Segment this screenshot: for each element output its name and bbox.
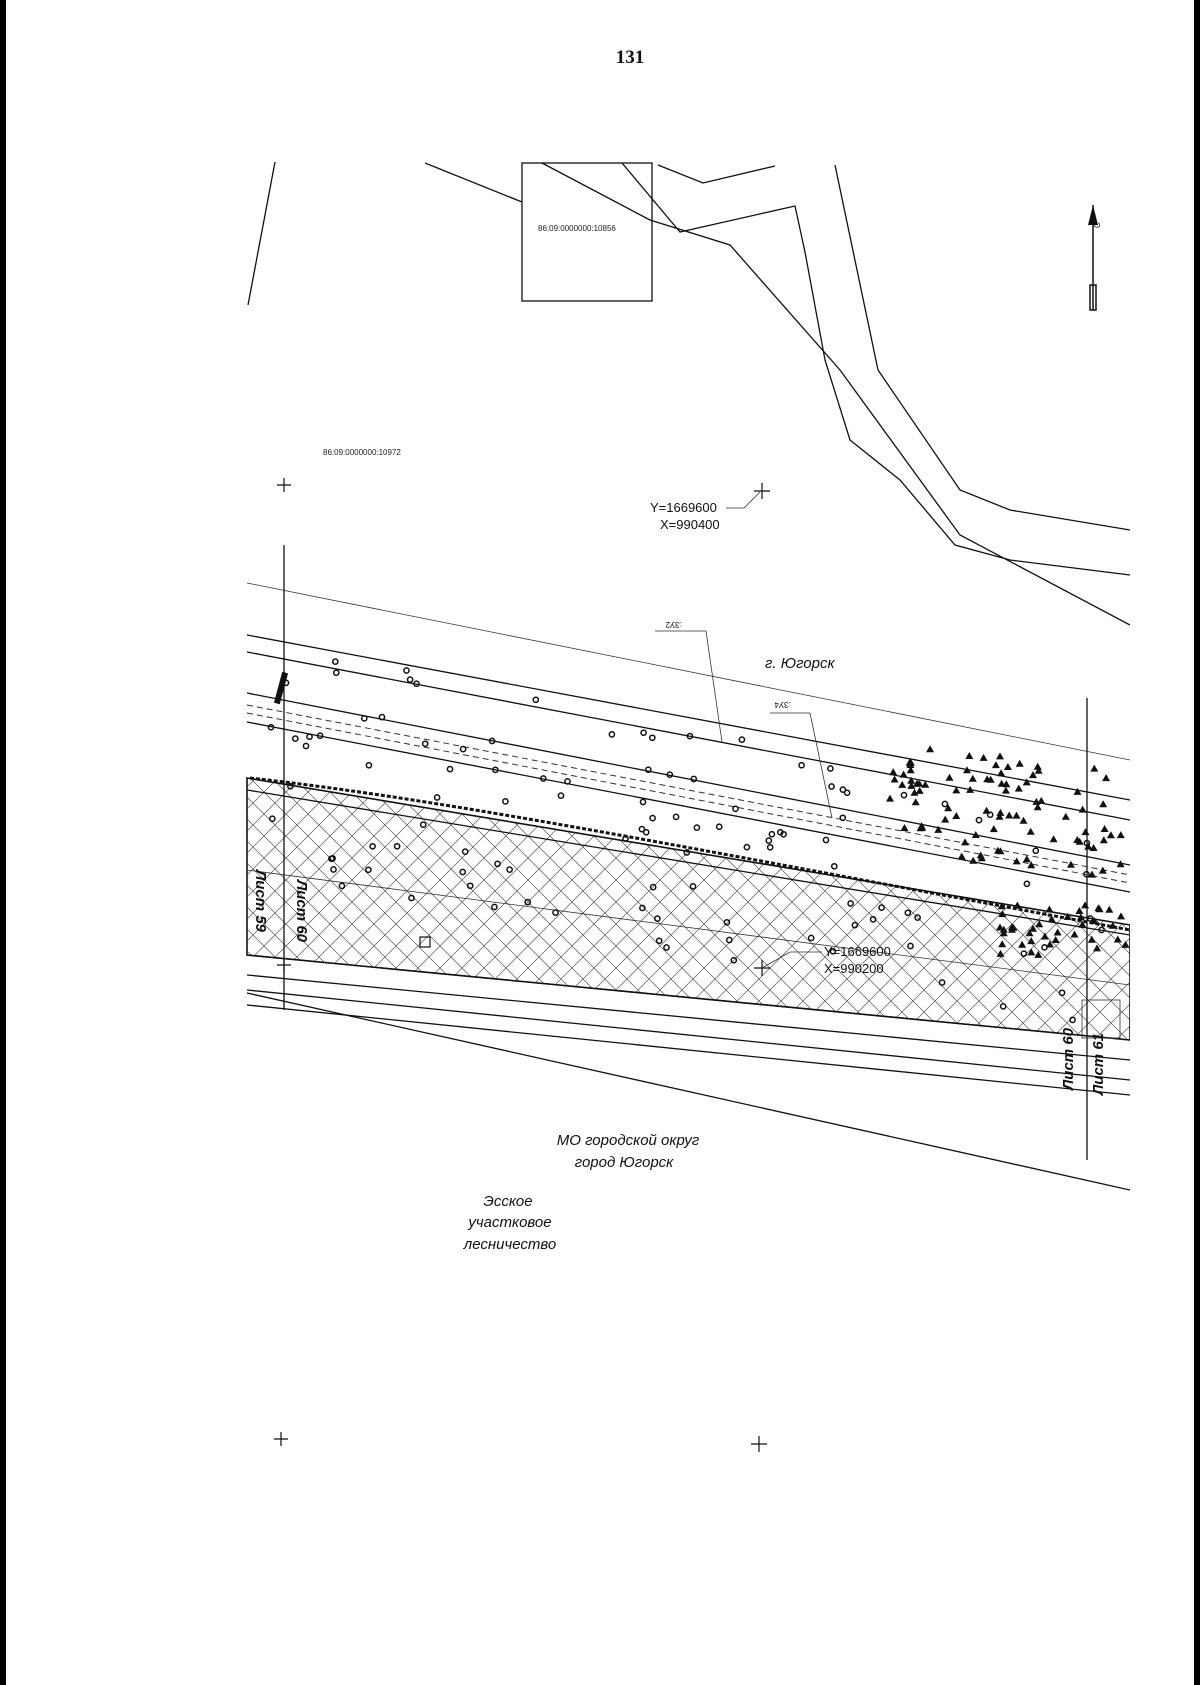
survey-point [840,815,845,820]
vegetation-mark [891,776,899,783]
survey-point [1024,881,1029,886]
vegetation-mark [1099,800,1107,807]
zone-label: :ЗУ4 [774,700,791,709]
survey-point [733,806,738,811]
sheet-label: Лист 60 [1060,1028,1077,1090]
survey-point [558,793,563,798]
vegetation-mark [886,795,894,802]
survey-point [828,766,833,771]
survey-point [303,743,308,748]
survey-point [739,737,744,742]
vegetation-mark [1020,817,1028,824]
survey-point [744,845,749,850]
vegetation-mark [1050,835,1058,842]
survey-point [694,825,699,830]
survey-point [768,845,773,850]
vegetation-mark [926,745,934,752]
vegetation-mark [980,754,988,761]
vegetation-mark [996,809,1004,816]
vegetation-mark [990,825,998,832]
vegetation-mark [961,838,969,845]
municipality-label: МО городской округ [556,1132,700,1149]
survey-point [404,668,409,673]
vegetation-mark [992,761,1000,768]
survey-point [641,730,646,735]
vegetation-mark [1082,828,1090,835]
vegetation-mark [1102,774,1110,781]
corridor-line [247,652,1130,820]
vegetation-mark [1081,901,1089,908]
forestry-label: Эсское [483,1193,533,1210]
survey-point [650,816,655,821]
survey-point [650,735,655,740]
page-number: 131 [615,47,645,68]
sheet-label: Лист 59 [252,870,269,932]
vegetation-mark [1045,906,1053,913]
survey-point [717,824,722,829]
vegetation-mark [1023,855,1031,862]
vegetation-mark [1074,788,1082,795]
vegetation-mark [1034,763,1042,770]
vegetation-mark [969,857,977,864]
vegetation-mark [1117,831,1125,838]
vegetation-mark [1016,760,1024,767]
vegetation-mark [1100,836,1108,843]
city-label: г. Югорск [765,655,835,672]
coordinate-y-label: Y=1669600 [650,500,717,515]
parcel-label: 86:09:0000000:10972 [323,448,401,457]
vegetation-mark [997,769,1005,776]
survey-point [823,837,828,842]
survey-point [435,795,440,800]
survey-point [293,736,298,741]
vegetation-mark [1117,912,1125,919]
marker-bar [274,672,288,704]
municipality-label: город Югорск [574,1154,674,1171]
road-line [835,165,1130,530]
vegetation-mark [1015,785,1023,792]
vegetation-mark [958,853,966,860]
vegetation-mark [912,798,920,805]
survey-point [1033,848,1038,853]
coordinate-x-label: X=990200 [824,961,884,976]
forestry-label: участковое [468,1214,552,1231]
survey-point [423,741,428,746]
survey-point [461,747,466,752]
survey-point [447,767,452,772]
survey-point [976,818,981,823]
coordinate-y-label: Y=1669600 [824,944,891,959]
survey-point [609,732,614,737]
survey-point [408,677,413,682]
survey-point [503,799,508,804]
vegetation-mark [941,816,949,823]
coordinate-leader [726,492,760,508]
vegetation-mark [946,774,954,781]
boundary-line [248,162,275,305]
vegetation-mark [1105,906,1113,913]
vegetation-mark [1090,765,1098,772]
survey-point [307,734,312,739]
survey-point [766,838,771,843]
survey-point [674,814,679,819]
sheet-label: Лист 61 [1090,1033,1107,1095]
zone-leader [770,713,832,818]
vegetation-mark [900,771,908,778]
vegetation-mark [889,768,897,775]
vegetation-mark [998,780,1006,787]
zone-label: :ЗУ2 [665,620,682,629]
north-arrow-label: С [1093,222,1102,228]
vegetation-mark [1079,806,1087,813]
vegetation-mark [916,787,924,794]
sheet-label: Лист 60 [293,880,310,942]
vegetation-mark [944,804,952,811]
survey-point [533,697,538,702]
vegetation-mark [1002,787,1010,794]
survey-point [333,659,338,664]
survey-point [640,799,645,804]
vegetation-mark [983,807,991,814]
survey-point [799,763,804,768]
north-arrow-icon [1088,205,1102,310]
vegetation-mark [1005,812,1013,819]
vegetation-mark [1101,825,1109,832]
parcel-label: 86:09:0000000:10856 [538,224,616,233]
survey-point [334,670,339,675]
vegetation-mark [1037,797,1045,804]
survey-point [901,793,906,798]
vegetation-mark [1013,812,1021,819]
vegetation-mark [952,812,960,819]
vegetation-mark [901,824,909,831]
vegetation-mark [1062,813,1070,820]
zone-leader [655,631,722,742]
coordinate-x-label: X=990400 [660,517,720,532]
survey-point [829,784,834,789]
survey-point [832,864,837,869]
vegetation-mark [996,752,1004,759]
boundary-line [425,163,522,202]
survey-point [362,716,367,721]
vegetation-mark [1023,778,1031,785]
vegetation-mark [1004,763,1012,770]
vegetation-mark [1027,828,1035,835]
survey-point [942,801,947,806]
survey-point [769,832,774,837]
survey-point [639,827,644,832]
vegetation-mark [898,781,906,788]
vegetation-mark [969,775,977,782]
survey-point [366,763,371,768]
survey-point [845,790,850,795]
vegetation-mark [965,752,973,759]
vegetation-mark [1107,831,1115,838]
road-line [658,165,775,183]
forestry-label: лесничество [463,1236,557,1253]
survey-point [691,776,696,781]
